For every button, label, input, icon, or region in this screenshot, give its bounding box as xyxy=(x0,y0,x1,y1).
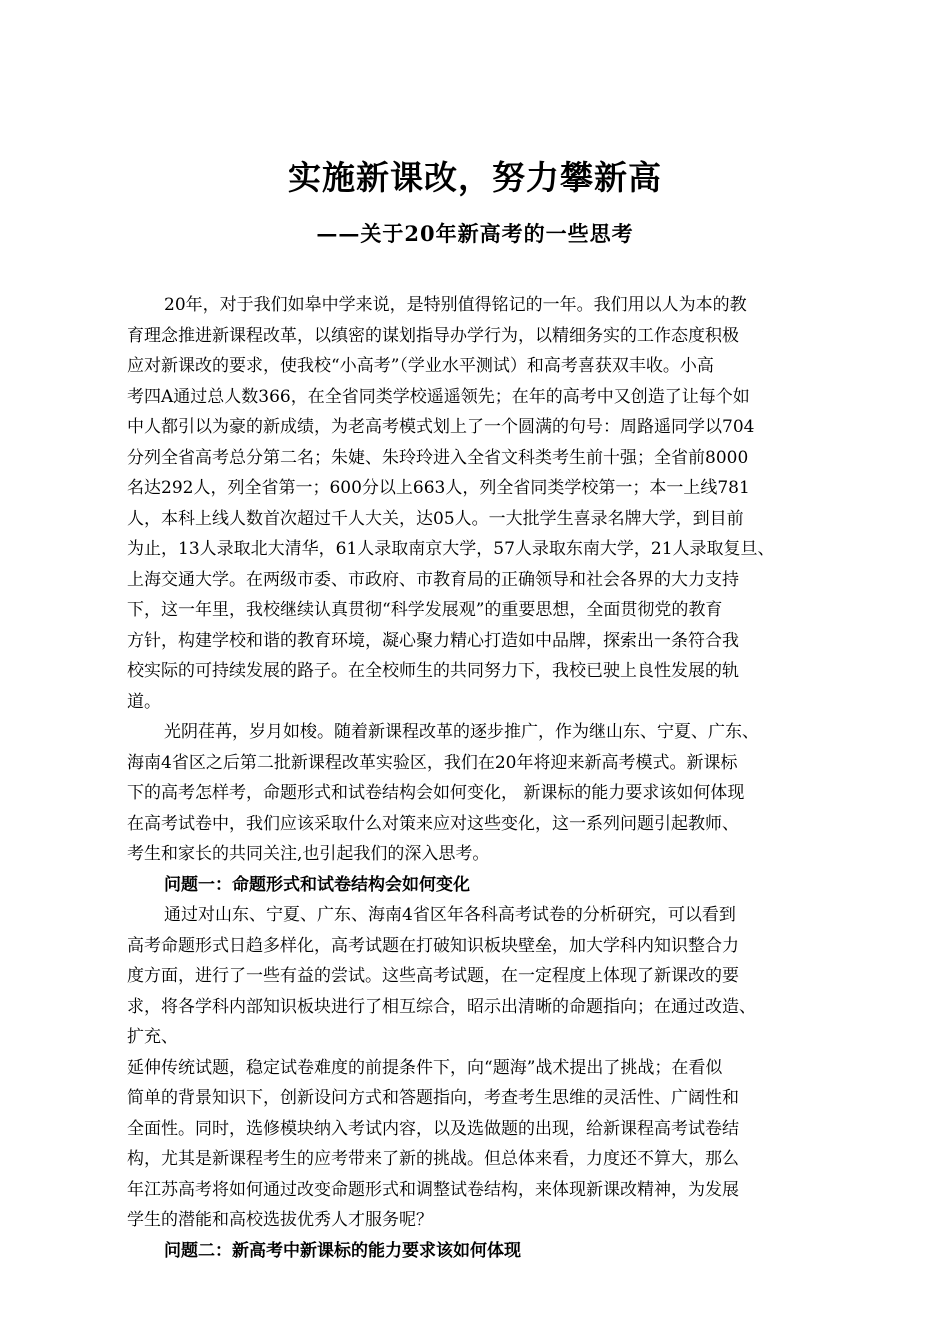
text-line: 通过对山东、宁夏、广东、海南4省区年各科高考试卷的分析研究，可以看到 xyxy=(164,905,736,925)
document-subtitle: ——关于20年新高考的一些思考 xyxy=(316,221,634,246)
text-line: 上海交通大学。在两级市委、市政府、市教育局的正确领导和社会各界的大力支持 xyxy=(127,569,739,590)
section-heading-line: 问题一：命题形式和试卷结构会如何变化 xyxy=(164,874,470,895)
text-line: 中人都引以为豪的新成绩，为老高考模式划上了一个圆满的句号：周路遥同学以704 xyxy=(127,417,755,437)
document-body xyxy=(127,290,827,1266)
text-line: 20年，对于我们如皋中学来说，是特别值得铭记的一年。我们用以人为本的教 xyxy=(164,295,747,315)
text-line: 海南4省区之后第二批新课程改革实验区，我们在20年将迎来新高考模式。新课标 xyxy=(127,752,738,773)
text-line: 下，这一年里，我校继续认真贯彻“科学发展观”的重要思想，全面贯彻党的教育 xyxy=(127,600,723,620)
text-line: 学生的潜能和高校选拔优秀人才服务呢？ xyxy=(127,1210,433,1230)
text-line: 光阴荏苒，岁月如梭。随着新课程改革的逐步推广，作为继山东、宁夏、广东、 xyxy=(164,722,759,742)
text-line: 延伸传统试题，稳定试卷难度的前提条件下，向“题海”战术提出了挑战；在看似 xyxy=(127,1057,723,1078)
text-line: 考生和家长的共同关注,也引起我们的深入思考。 xyxy=(127,844,490,864)
text-line: 下的高考怎样考，命题形式和试卷结构会如何变化， 新课标的能力要求该如何体现 xyxy=(127,783,745,803)
text-line: 方针，构建学校和谐的教育环境，凝心聚力精心打造如中品牌，探索出一条符合我 xyxy=(127,630,739,651)
text-line: 年江苏高考将如何通过改变命题形式和调整试卷结构，来体现新课改精神，为发展 xyxy=(127,1179,739,1200)
text-line: 在高考试卷中，我们应该采取什么对策来应对这些变化，这一系列问题引起教师、 xyxy=(127,813,739,834)
text-line: 简单的背景知识下，创新设问方式和答题指向，考查考生思维的灵活性、广阔性和 xyxy=(127,1088,739,1108)
text-line: 分列全省高考总分第二名；朱婕、朱玲玲进入全省文科类考生前十强；全省前8000 xyxy=(127,447,749,468)
text-line: 为止，13人录取北大清华，61人录取南京大学，57人录取东南大学，21人录取复旦、 xyxy=(127,539,775,559)
text-line: 全面性。同时，选修模块纳入考试内容，以及选做题的出现，给新课程高考试卷结 xyxy=(127,1118,739,1139)
text-line: 人，本科上线人数首次超过千人大关，达05人。一大批学生喜录名牌大学，到目前 xyxy=(127,508,744,529)
text-line: 育理念推进新课程改革，以缜密的谋划指导办学行为，以精细务实的工作态度积极 xyxy=(127,325,739,346)
section-heading-line: 问题二：新高考中新课标的能力要求该如何体现 xyxy=(164,1240,521,1261)
text-line: 考四A通过总人数366，在全省同类学校遥遥领先；在年的高考中又创造了让每个如 xyxy=(127,386,750,407)
text-line: 求，将各学科内部知识板块进行了相互综合，昭示出清晰的命题指向；在通过改造、 xyxy=(127,996,756,1017)
text-line: 道。 xyxy=(127,691,161,712)
text-line: 构，尤其是新课程考生的应考带来了新的挑战。但总体来看，力度还不算大，那么 xyxy=(127,1149,739,1169)
text-line: 名达292人，列全省第一；600分以上663人，列全省同类学校第一；本一上线781 xyxy=(127,478,750,498)
text-line: 度方面，进行了一些有益的尝试。这些高考试题，在一定程度上体现了新课改的要 xyxy=(127,966,739,986)
text-line: 校实际的可持续发展的路子。在全校师生的共同努力下，我校已驶上良性发展的轨 xyxy=(127,661,739,681)
text-line: 扩充、 xyxy=(127,1027,178,1047)
text-line: 应对新课改的要求，使我校“小高考”（学业水平测试）和高考喜获双丰收。小高 xyxy=(127,356,714,376)
text-line: 高考命题形式日趋多样化，高考试题在打破知识板块壁垒，加大学科内知识整合力 xyxy=(127,935,739,956)
document-title: 实施新课改，努力攀新高 xyxy=(288,158,662,197)
